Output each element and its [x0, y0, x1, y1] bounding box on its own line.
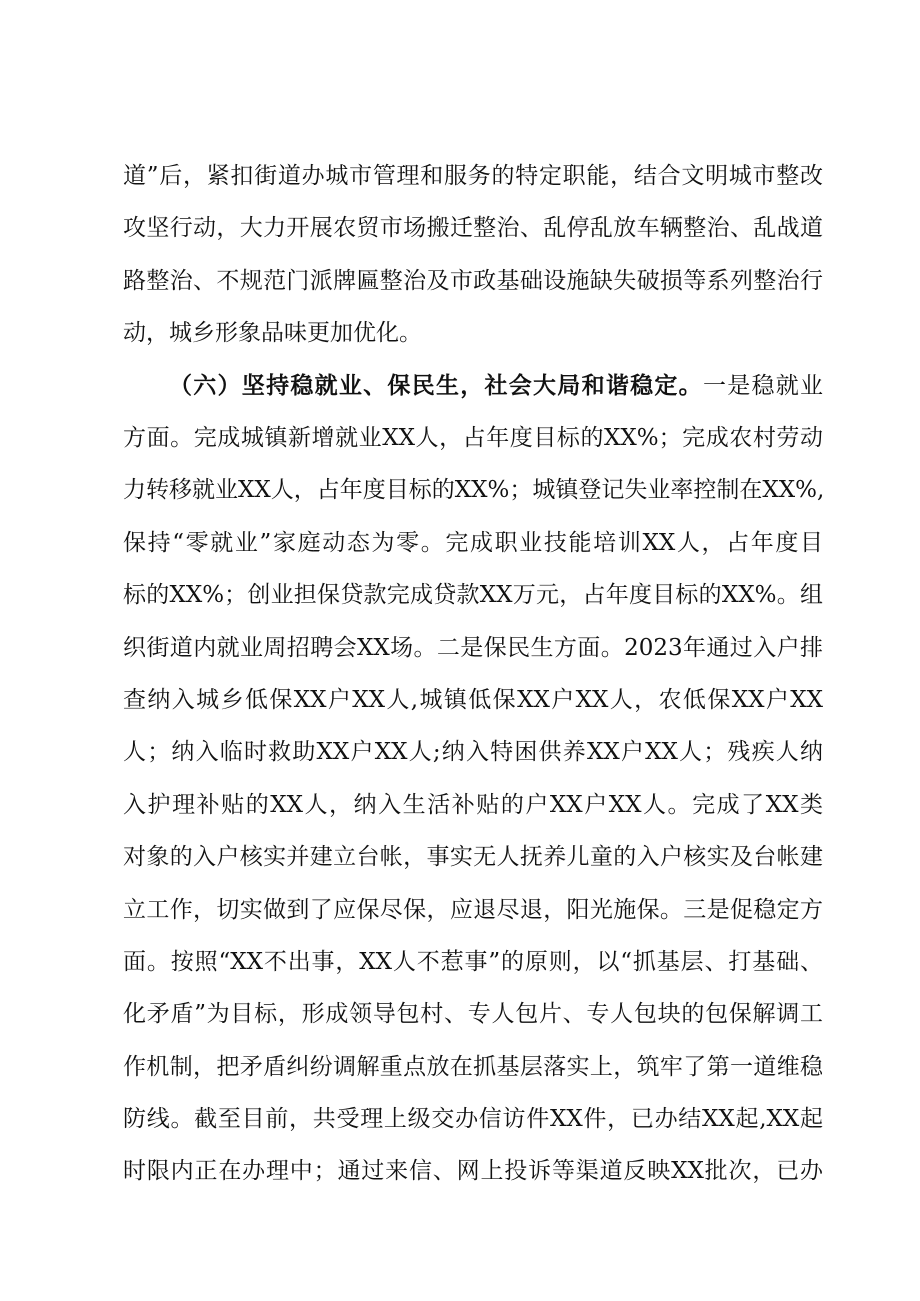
text-line: 查纳入城乡低保XX户XX人,城镇低保XX户XX人，农低保XX户XX: [123, 686, 823, 713]
text-line: 标的XX%；创业担保贷款完成贷款XX万元，占年度目标的XX%。组: [123, 582, 824, 609]
text-line: 化矛盾”为目标，形成领导包村、专人包片、专人包块的包保解调工: [123, 1001, 823, 1028]
text-line: 道”后，紧扣街道办城市管理和服务的特定职能，结合文明城市整改: [123, 163, 823, 189]
text-line: 对象的入户核实并建立台帐，事实无人抚养儿童的入户核实及台帐建: [123, 844, 823, 871]
text-line: 防线。截至目前，共受理上级交办信访件XX件，已办结XX起,XX起: [123, 1106, 823, 1133]
paragraph-urban-management: [123, 150, 823, 360]
text-line: 时限内正在办理中；通过来信、网上投诉等渠道反映XX批次，已办: [123, 1158, 823, 1185]
text-line: 面。按照“XX不出事，XX人不惹事”的原则，以“抓基层、打基础、: [123, 948, 823, 975]
text-line: 织街道内就业周招聘会XX场。二是保民生方面。2023年通过入户排: [123, 634, 823, 661]
text-line: 方面。完成城镇新增就业XX人，占年度目标的XX%；完成农村劳动: [123, 424, 823, 451]
text-line: 立工作，切实做到了应保尽保，应退尽退，阳光施保。三是促稳定方: [123, 896, 823, 923]
text-line: 人；纳入临时救助XX户XX人;纳入特困供养XX户XX人；残疾人纳: [123, 739, 823, 766]
text-line: 入护理补贴的XX人，纳入生活补贴的户XX户XX人。完成了XX类: [123, 791, 823, 818]
text-line: 动，城乡形象品味更加优化。: [123, 320, 422, 347]
text-line: 保持“零就业”家庭动态为零。完成职业技能培训XX人，占年度目: [123, 529, 823, 556]
text-line: 作机制，把矛盾纠纷调解重点放在抓基层落实上，筑牢了第一道维稳: [123, 1053, 823, 1080]
section-first-line: [123, 360, 823, 412]
text-line: 路整治、不规范门派牌匾整治及市政基础设施缺失破损等系列整治行: [123, 267, 823, 294]
section-heading: （六）坚持稳就业、保民生，社会大局和谐稳定。: [169, 371, 703, 399]
paragraph-employment-livelihood: [123, 360, 823, 1198]
heading-continuation: 一是稳就业: [702, 372, 824, 399]
text-line: 攻坚行动，大力开展农贸市场搬迁整治、乱停乱放车辆整治、乱战道: [123, 215, 823, 242]
text-line: 力转移就业XX人，占年度目标的XX%；城镇登记失业率控制在XX%,: [123, 477, 825, 504]
